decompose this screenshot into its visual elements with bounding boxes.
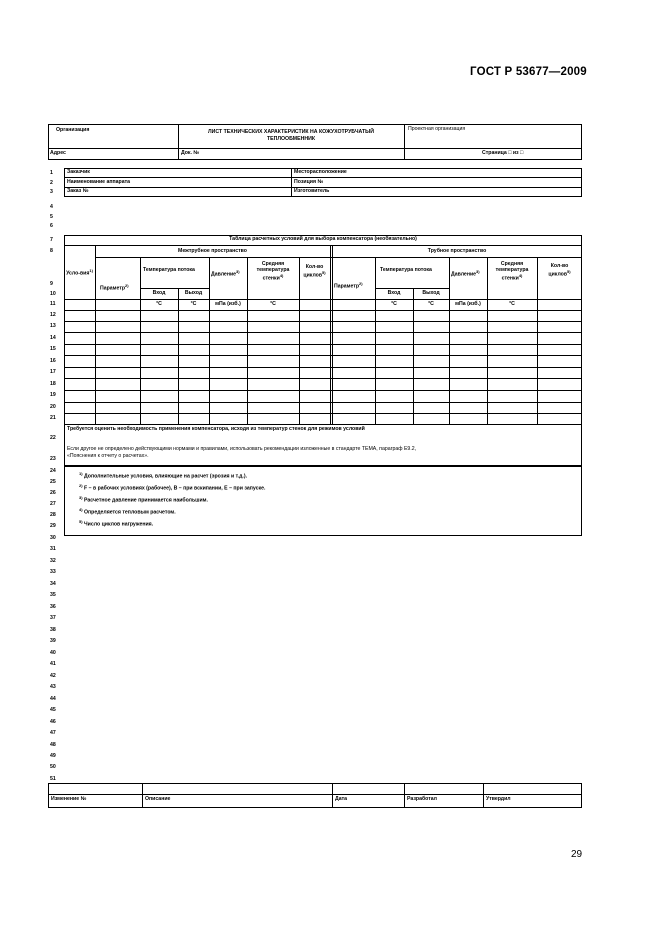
- wall-temp-header-tube: Средняя температура стенки$^{4)}$: [495, 261, 529, 282]
- note-line-23-1: Если другое не определено действующими нормами и правилами, использовать рекомендации изложенные в стандарте ТЕМА, параграф Е9.2,: [67, 446, 417, 452]
- cycles-header-tube: Кол-во циклов$^{5)}$: [548, 263, 571, 278]
- note-line-23-2: «Пояснения к отчету о расчетах».: [67, 453, 149, 459]
- unit-mpa: мПа (изб.): [455, 301, 481, 307]
- unit-c: °С: [270, 301, 276, 307]
- footnote-1: $^{1)}$ Дополнительные условия, влияющие на расчет (эрозия и т.д.).: [79, 471, 248, 480]
- customer-label: Заказчик: [67, 169, 90, 175]
- footnote-2: $^{2)}$ F – в рабочих условиях (рабочее), B – при вскипании, E – при запуске.: [79, 483, 266, 492]
- footer-approved: Утвердил: [486, 796, 511, 802]
- temperature-header-shell: Температура потока: [143, 267, 195, 273]
- outlet-label-tube: Выход: [422, 290, 440, 296]
- manufacturer-label: Изготовитель: [294, 188, 330, 194]
- unit-c: °С: [428, 301, 434, 307]
- parameter-header-shell: Параметр$^{2)}$: [100, 283, 129, 292]
- apparatus-name-label: Наименование аппарата: [67, 179, 131, 185]
- temperature-header-tube: Температура потока: [380, 267, 432, 273]
- unit-mpa: мПа (изб.): [215, 301, 241, 307]
- document-code: ГОСТ Р 53677—2009: [470, 66, 587, 78]
- unit-c: °С: [391, 301, 397, 307]
- parameter-header-tube: Параметр$^{2)}$: [334, 281, 363, 290]
- cycles-header-shell: Кол-во циклов$^{5)}$: [303, 264, 326, 279]
- footnote-4: $^{4)}$ Определяется тепловым расчетом.: [79, 507, 176, 516]
- shell-side-label: Межтрубное пространство: [178, 248, 247, 254]
- position-no-label: Позиция №: [294, 179, 324, 185]
- footer-description: Описание: [145, 796, 171, 802]
- doc-no-label: Док. №: [181, 150, 200, 156]
- sheet-title-line2: ТЕПЛООБМЕННИК: [267, 136, 315, 142]
- inlet-label-shell: Вход: [152, 290, 166, 296]
- footer-revision-no: Изменение №: [51, 796, 87, 802]
- inlet-label-tube: Вход: [387, 290, 401, 296]
- order-no-label: Заказ №: [67, 188, 89, 194]
- sheet-title-line1: ЛИСТ ТЕХНИЧЕСКИХ ХАРАКТЕРИСТИК НА КОЖУХОТРУБЧАТЫЙ: [208, 129, 374, 135]
- conditions-header: Усло-вия$^{1)}$: [66, 268, 93, 277]
- pressure-header-shell: Давление$^{3)}$: [211, 269, 240, 278]
- page-number: 29: [571, 849, 583, 860]
- outlet-label-shell: Выход: [184, 290, 203, 296]
- address-label: Адрес: [50, 150, 66, 156]
- footer-developed: Разработал: [407, 796, 437, 802]
- pressure-header-tube: Давление$^{3)}$: [451, 269, 480, 278]
- page-of-label: Страница □ из □: [482, 150, 524, 156]
- location-label: Месторасположение: [294, 169, 347, 175]
- unit-c: °С: [156, 301, 162, 307]
- unit-c: °С: [190, 301, 197, 307]
- calc-table-title: Таблица расчетных условий для выбора компенсатора (необязательно): [229, 236, 417, 242]
- wall-temp-header-shell: Средняя температура стенки$^{4)}$: [256, 261, 290, 282]
- design-org-label: Проектная организация: [408, 126, 466, 132]
- tube-side-label: Трубное пространство: [427, 248, 487, 254]
- note-line-22: Требуется оценить необходимость применения компенсатора, исходя из температур стенок для режимов условий: [67, 426, 365, 432]
- organization-label: Организация: [56, 127, 90, 133]
- footnote-3: $^{3)}$ Расчетное давление принимается наибольшим.: [79, 495, 208, 504]
- unit-c: °С: [509, 301, 515, 307]
- footer-date: Дата: [335, 796, 348, 802]
- footnote-5: $^{5)}$ Число циклов нагружения.: [79, 519, 154, 528]
